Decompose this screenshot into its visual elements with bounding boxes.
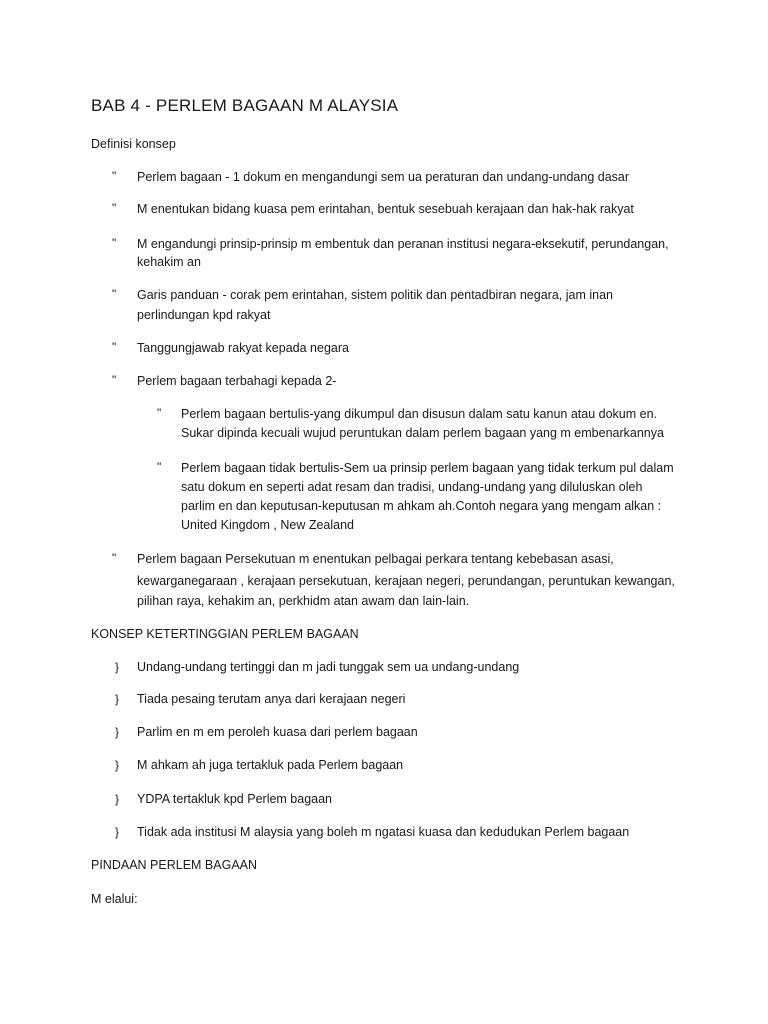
list-item: Parlim en m em peroleh kuasa dari perlem bagaan xyxy=(137,725,418,739)
bullet-marker: " xyxy=(112,551,117,565)
list-item-line: kehakim an xyxy=(137,255,201,269)
sub-list-item-line: Perlem bagaan bertulis-yang dikumpul dan disusun dalam satu kanun atau dokum en. xyxy=(181,407,657,421)
sub-list-item-line: Perlem bagaan tidak bertulis-Sem ua prinsip perlem bagaan yang tidak terkum pul dalam xyxy=(181,461,674,475)
brace-marker: } xyxy=(115,758,120,772)
bullet-marker: " xyxy=(112,236,117,250)
brace-marker: } xyxy=(115,792,120,806)
list-item: Undang-undang tertinggi dan m jadi tunggak sem ua undang-undang xyxy=(137,660,520,674)
list-item-line: perlindungan kpd rakyat xyxy=(137,308,271,322)
melalui-label: M elalui: xyxy=(91,892,138,906)
list-item-line: M engandungi prinsip-prinsip m embentuk dan peranan institusi negara-eksekutif, perundangan, xyxy=(137,237,669,251)
section-heading-definisi: Definisi konsep xyxy=(91,137,176,151)
list-item: Perlem bagaan terbahagi kepada 2- xyxy=(137,374,337,388)
list-item-line: kewarganegaraan , kerajaan persekutuan, kerajaan negeri, perundangan, peruntukan kewangan, xyxy=(137,574,675,588)
sub-list-item-line: United Kingdom , New Zealand xyxy=(181,518,355,532)
list-item: Perlem bagaan - 1 dokum en mengandungi sem ua peraturan dan undang-undang dasar xyxy=(137,170,630,184)
list-item-line: pilihan raya, kehakim an, perkhidm atan awam dan lain-lain. xyxy=(137,594,470,608)
list-item-line: Perlem bagaan Persekutuan m enentukan pelbagai perkara tentang kebebasan asasi, xyxy=(137,552,614,566)
section-heading-konsep: KONSEP KETERTINGGIAN PERLEM BAGAAN xyxy=(91,627,359,641)
sub-bullet-marker: " xyxy=(157,406,162,420)
bullet-marker: " xyxy=(112,287,117,301)
brace-marker: } xyxy=(115,725,120,739)
bullet-marker: " xyxy=(112,340,117,354)
list-item: Tiada pesaing terutam anya dari kerajaan negeri xyxy=(137,692,406,706)
bullet-marker: " xyxy=(112,373,117,387)
sub-list-item-line: parlim en dan keputusan-keputusan m ahkam ah.Contoh negara yang mengam alkan : xyxy=(181,499,662,513)
brace-marker: } xyxy=(115,825,120,839)
list-item: Tidak ada institusi M alaysia yang boleh m ngatasi kuasa dan kedudukan Perlem bagaan xyxy=(137,825,630,839)
sub-list-item-line: Sukar dipinda kecuali wujud peruntukan dalam perlem bagaan yang m embenarkannya xyxy=(181,426,664,440)
list-item: YDPA tertakluk kpd Perlem bagaan xyxy=(137,792,333,806)
page-title: BAB 4 - PERLEM BAGAAN M ALAYSIA xyxy=(91,96,399,115)
brace-marker: } xyxy=(115,660,120,674)
bullet-marker: " xyxy=(112,201,117,215)
brace-marker: } xyxy=(115,692,120,706)
sub-list-item-line: satu dokum en seperti adat resam dan tradisi, undang-undang yang diluluskan oleh xyxy=(181,480,643,494)
list-item: M enentukan bidang kuasa pem erintahan, bentuk sesebuah kerajaan dan hak-hak rakyat xyxy=(137,202,634,216)
list-item-line: Garis panduan - corak pem erintahan, sistem politik dan pentadbiran negara, jam inan xyxy=(137,288,613,302)
list-item: Tanggungjawab rakyat kepada negara xyxy=(137,341,349,355)
list-item: M ahkam ah juga tertakluk pada Perlem bagaan xyxy=(137,758,404,772)
sub-bullet-marker: " xyxy=(157,460,162,474)
section-heading-pindaan: PINDAAN PERLEM BAGAAN xyxy=(91,858,258,872)
bullet-marker: " xyxy=(112,169,117,183)
